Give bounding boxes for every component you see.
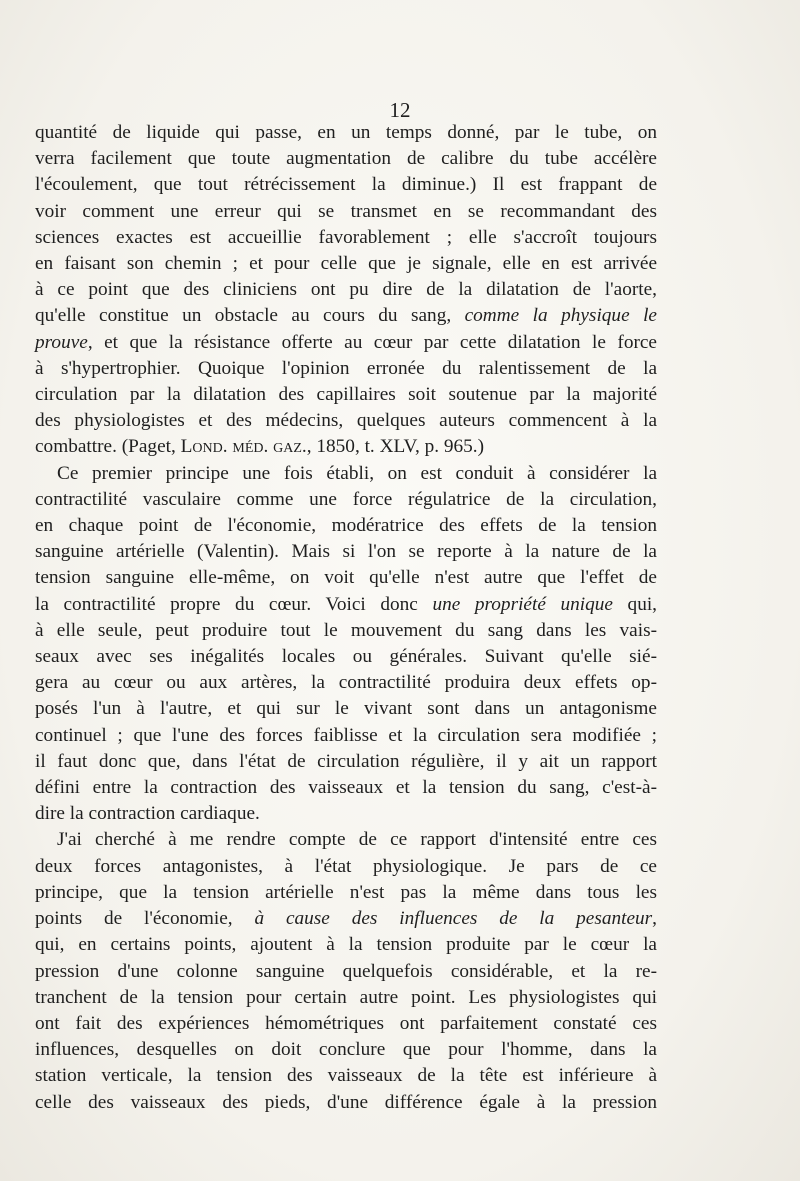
text-run: qui, en certains points, ajoutent à la tension produite par le cœur la <box>35 934 657 956</box>
text-line <box>35 565 657 591</box>
text-run: qu'elle constitue un obstacle au cours du sang, <box>35 305 465 327</box>
text-run: , <box>652 908 657 930</box>
text-line <box>35 461 657 487</box>
text-line <box>35 723 657 749</box>
text-run: quantité de liquide qui passe, en un temps donné, par le tube, on <box>35 122 657 143</box>
text-line <box>35 775 657 801</box>
text-run: défini entre la contraction des vaisseaux et la tension du sang, c'est-à- <box>35 777 657 799</box>
text-run: verra facilement que toute augmentation de calibre du tube accélère <box>35 148 657 170</box>
paragraph <box>35 120 657 461</box>
text-line <box>35 801 657 827</box>
text-line <box>35 959 657 985</box>
text-line <box>35 251 657 277</box>
text-run: , et que la résistance offerte au cœur par cette dilatation le force <box>87 331 657 353</box>
text-line <box>35 827 657 853</box>
page-number: 12 <box>389 98 411 122</box>
text-run: combattre. (Paget, <box>35 436 181 458</box>
paragraph <box>35 461 657 828</box>
text-run: ont fait des expériences hémométriques ont parfaitement constaté ces <box>35 1012 657 1034</box>
text-line <box>35 854 657 880</box>
text-line <box>35 1037 657 1063</box>
text-line <box>35 146 657 172</box>
text-run: pression d'une colonne sanguine quelquefois considérable, et la re- <box>35 960 657 982</box>
text-line <box>35 487 657 513</box>
text-line <box>35 356 657 382</box>
text-line <box>35 382 657 408</box>
text-line <box>35 749 657 775</box>
text-line <box>35 434 657 460</box>
text-run: J'ai cherché à me rendre compte de ce rapport d'intensité entre ces <box>57 829 657 851</box>
text-run: qui, <box>612 593 658 615</box>
italic-text: une propriété unique <box>432 593 613 615</box>
paragraph <box>35 827 657 1115</box>
text-line <box>35 513 657 539</box>
italic-text: comme la physique le <box>464 305 657 327</box>
text-line <box>35 1063 657 1089</box>
text-line <box>35 696 657 722</box>
text-run: tension sanguine elle-même, on voit qu'elle n'est autre que l'effet de <box>35 567 657 589</box>
text-run: à elle seule, peut produire tout le mouvement du sang dans les vais- <box>35 619 657 641</box>
text-run: dire la contraction cardiaque. <box>35 803 260 825</box>
italic-text: à cause des influences de la pesanteur <box>254 908 653 930</box>
text-run: l'écoulement, que tout rétrécissement la diminue.) Il est frappant de <box>35 174 657 196</box>
text-run: posés l'un à l'autre, et qui sur le vivant sont dans un antagonisme <box>35 698 657 720</box>
text-run: il faut donc que, dans l'état de circulation régulière, il y ait un rapport <box>35 750 657 772</box>
text-line <box>35 303 657 329</box>
text-run: en faisant son chemin ; et pour celle que je signale, elle en est arrivée <box>35 253 657 275</box>
text-run: continuel ; que l'une des forces faiblisse et la circulation sera modifiée ; <box>35 724 657 746</box>
text-run: points de l'économie, <box>35 908 255 930</box>
text-line <box>35 1090 657 1116</box>
body-text <box>35 120 657 1116</box>
italic-text: prouve <box>35 331 88 353</box>
text-run: à s'hypertrophier. Quoique l'opinion erronée du ralentissement de la <box>35 357 657 379</box>
text-line <box>35 618 657 644</box>
text-run: contractilité vasculaire comme une force régulatrice de la circulation, <box>35 488 657 510</box>
text-run: Ce premier principe une fois établi, on est conduit à considérer la <box>57 462 657 484</box>
text-run: sciences exactes est accueillie favorablement ; elle s'accroît toujours <box>35 226 657 248</box>
text-run: la contractilité propre du cœur. Voici donc <box>35 593 433 615</box>
text-run: station verticale, la tension des vaisseaux de la tête est inférieure à <box>35 1065 657 1087</box>
text-line <box>35 225 657 251</box>
text-run: des physiologistes et des médecins, quelques auteurs commencent à la <box>35 410 657 432</box>
text-run: à ce point que des cliniciens ont pu dire de la dilatation de l'aorte, <box>35 279 657 301</box>
text-line <box>35 932 657 958</box>
text-line <box>35 172 657 198</box>
text-line <box>35 592 657 618</box>
text-line <box>35 1011 657 1037</box>
text-run: en chaque point de l'économie, modératrice des effets de la tension <box>35 515 657 537</box>
text-run: influences, desquelles on doit conclure que pour l'homme, dans la <box>35 1039 657 1061</box>
text-line <box>35 408 657 434</box>
text-line <box>35 199 657 225</box>
text-run: principe, que la tension artérielle n'est pas la même dans tous les <box>35 881 657 903</box>
small-caps-text: Lond. méd. gaz. <box>180 436 307 458</box>
text-run: seaux avec ses inégalités locales ou générales. Suivant qu'elle sié- <box>35 646 657 668</box>
text-line <box>35 644 657 670</box>
text-run: voir comment une erreur qui se transmet en se recommandant des <box>35 200 657 222</box>
text-line <box>35 539 657 565</box>
text-run: deux forces antagonistes, à l'état physiologique. Je pars de ce <box>35 855 657 877</box>
text-line <box>35 330 657 356</box>
text-line <box>35 120 657 146</box>
text-run: circulation par la dilatation des capillaires soit soutenue par la majorité <box>35 384 657 406</box>
text-line <box>35 906 657 932</box>
text-run: celle des vaisseaux des pieds, d'une différence égale à la pression <box>35 1091 657 1113</box>
text-line <box>35 985 657 1011</box>
text-line <box>35 880 657 906</box>
text-line <box>35 670 657 696</box>
text-run: tranchent de la tension pour certain autre point. Les physiologistes qui <box>35 986 657 1008</box>
text-line <box>35 277 657 303</box>
text-run: gera au cœur ou aux artères, la contractilité produira deux effets op- <box>35 672 657 694</box>
text-run: sanguine artérielle (Valentin). Mais si l'on se reporte à la nature de la <box>35 541 657 563</box>
text-run: , 1850, t. XLV, p. 965.) <box>306 436 485 458</box>
